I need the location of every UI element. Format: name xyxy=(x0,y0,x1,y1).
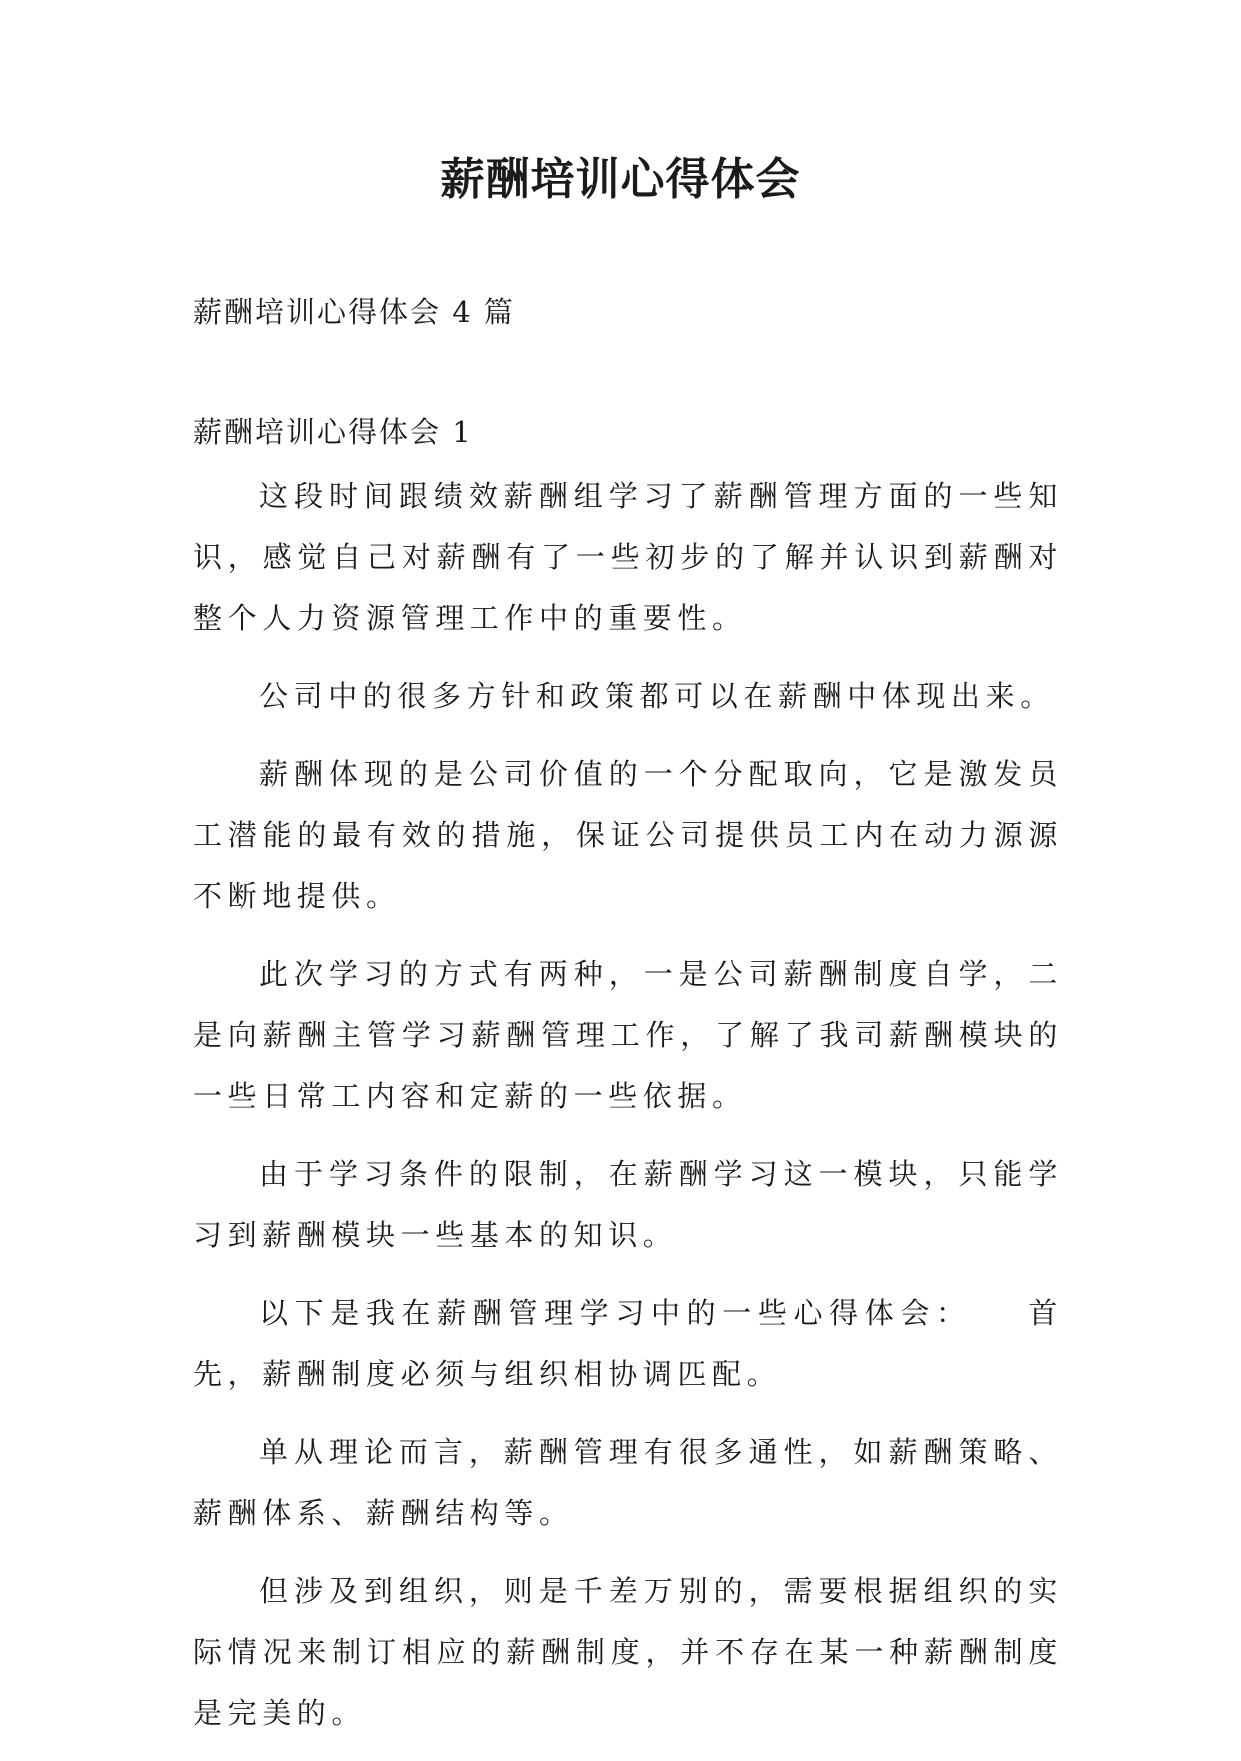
paragraph: 公司中的很多方针和政策都可以在薪酬中体现出来。 xyxy=(259,679,1055,713)
paragraph: 由于学习条件的限制，在薪酬学习这一模块，只能学习到薪酬模块一些基本的知识。 xyxy=(193,1157,1063,1252)
paragraph: 此次学习的方式有两种，一是公司薪酬制度自学，二是向薪酬主管学习薪酬管理工作，了解了我司薪酬模块的一些日常工内容和定薪的一些依据。 xyxy=(193,957,1063,1113)
paragraph: 但涉及到组织，则是千差万别的，需要根据组织的实际情况来制订相应的薪酬制度，并不存在某一种薪酬制度是完美的。 xyxy=(193,1574,1063,1730)
paragraph: 单从理论而言，薪酬管理有很多通性，如薪酬策略、薪酬体系、薪酬结构等。 xyxy=(193,1435,1063,1530)
document-subtitle: 薪酬培训心得体会 4 篇 xyxy=(193,295,515,329)
document-title: 薪酬培训心得体会 xyxy=(440,154,801,205)
paragraph: 这段时间跟绩效薪酬组学习了薪酬管理方面的一些知识，感觉自己对薪酬有了一些初步的了解并认识到薪酬对整个人力资源管理工作中的重要性。 xyxy=(193,479,1063,635)
paragraph: 以下是我在薪酬管理学习中的一些心得体会： 首先，薪酬制度必须与组织相协调匹配。 xyxy=(193,1296,1063,1391)
paragraph: 薪酬体现的是公司价值的一个分配取向，它是激发员工潜能的最有效的措施，保证公司提供员工内在动力源源不断地提供。 xyxy=(193,757,1063,913)
section-heading: 薪酬培训心得体会 1 xyxy=(193,415,473,449)
document-body xyxy=(193,466,1063,1761)
